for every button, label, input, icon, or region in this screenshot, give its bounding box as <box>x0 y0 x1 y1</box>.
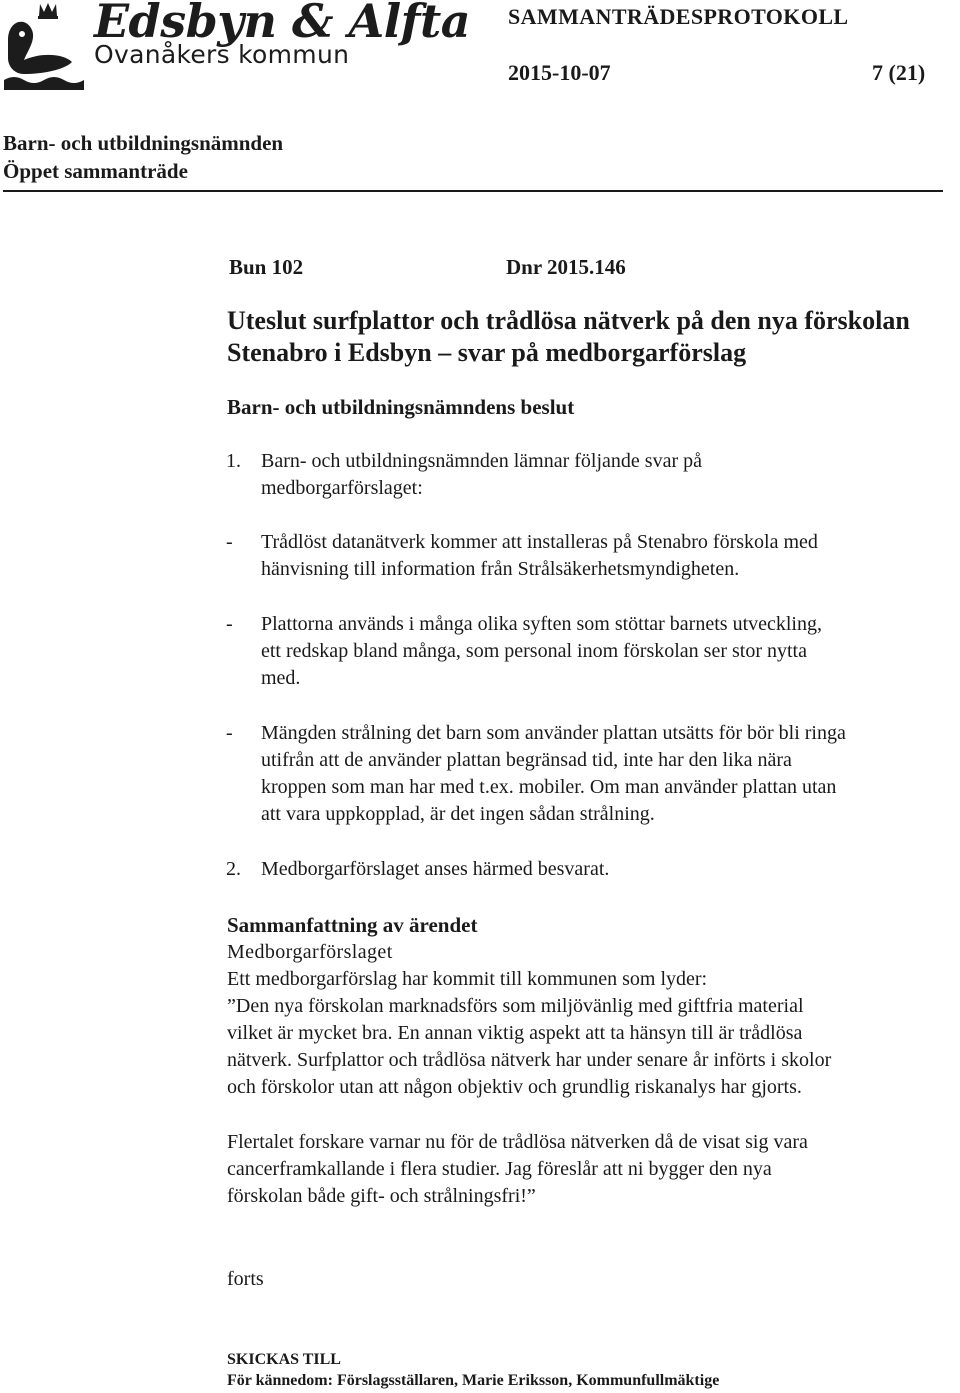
bullet-dash: - <box>226 613 233 635</box>
bullet-dash: - <box>226 531 233 553</box>
summary-heading: Sammanfattning av ärendet <box>227 913 478 937</box>
logo-title: Edsbyn & Alfta <box>94 0 471 48</box>
decision-item-text: medborgarförslaget: <box>261 477 423 499</box>
summary-paragraph-line: cancerframkallande i flera studier. Jag föreslår att ni bygger den nya <box>227 1158 772 1180</box>
case-title-line-2: Stenabro i Edsbyn – svar på medborgarförslag <box>227 338 747 367</box>
decision-item-text: Barn- och utbildningsnämnden lämnar följande svar på <box>261 450 702 472</box>
bullet-text: Plattorna används i många olika syften som stöttar barnets utveckling, <box>261 613 822 635</box>
bullet-text: hänvisning till information från Strålsäkerhetsmyndigheten. <box>261 558 740 580</box>
send-to-heading: SKICKAS TILL <box>227 1351 341 1368</box>
summary-subheading: Medborgarförslaget <box>227 941 393 963</box>
bullet-text: ett redskap bland många, som personal inom förskolan ser stor nytta <box>261 640 807 662</box>
case-title-line-1: Uteslut surfplattor och trådlösa nätverk på den nya förskolan <box>227 306 910 335</box>
decision-heading: Barn- och utbildningsnämndens beslut <box>227 395 575 419</box>
summary-paragraph-line: vilket är mycket bra. En annan viktig aspekt att ta hänsyn till är trådlösa <box>227 1022 803 1044</box>
committee-name: Barn- och utbildningsnämnden <box>3 131 284 155</box>
bullet-dash: - <box>226 722 233 744</box>
bullet-text: kroppen som man har med t.ex. mobiler. Om man använder plattan utan <box>261 776 837 798</box>
decision-item-number: 1. <box>226 450 241 472</box>
meeting-date: 2015-10-07 <box>508 60 611 85</box>
logo-subtitle: Ovanåkers kommun <box>94 40 350 69</box>
diary-number: Dnr 2015.146 <box>506 255 626 279</box>
summary-paragraph-line: förskolan både gift- och strålningsfri!” <box>227 1185 536 1207</box>
summary-paragraph-line: ”Den nya förskolan marknadsförs som miljövänlig med giftfria material <box>227 995 804 1017</box>
page-number: 7 (21) <box>872 60 926 85</box>
bullet-text: utifrån att de använder plattan begränsad tid, inte har den lika nära <box>261 749 792 771</box>
header-divider <box>3 190 943 192</box>
case-number: Bun 102 <box>229 255 304 279</box>
bullet-text: med. <box>261 667 301 689</box>
decision-item-number: 2. <box>226 858 241 880</box>
bullet-text: Trådlöst datanätverk kommer att installeras på Stenabro förskola med <box>261 531 818 553</box>
decision-item-text: Medborgarförslaget anses härmed besvarat. <box>261 858 610 880</box>
send-to-recipients: För kännedom: Förslagsställaren, Marie Eriksson, Kommunfullmäktige <box>227 1372 720 1389</box>
bullet-text: att vara uppkopplad, är det ingen sådan strålning. <box>261 803 655 825</box>
municipality-logo <box>2 0 471 92</box>
summary-paragraph-line: Ett medborgarförslag har kommit till kommunen som lyder: <box>227 968 708 990</box>
summary-paragraph-line: nätverk. Surfplattor och trådlösa nätverk har under senare år införts i skolor <box>227 1049 832 1071</box>
crown-swan-emblem <box>2 0 92 92</box>
bullet-text: Mängden strålning det barn som använder plattan utsätts för bör bli ringa <box>261 722 846 744</box>
summary-paragraph-line: Flertalet forskare varnar nu för de trådlösa nätverken då de visat sig vara <box>227 1131 808 1153</box>
continuation-note: forts <box>227 1268 264 1290</box>
summary-paragraph-line: och förskolor utan att någon objektiv och grundlig riskanalys har gjorts. <box>227 1076 802 1098</box>
document-type: SAMMANTRÄDESPROTOKOLL <box>508 4 849 29</box>
meeting-type: Öppet sammanträde <box>3 159 188 183</box>
